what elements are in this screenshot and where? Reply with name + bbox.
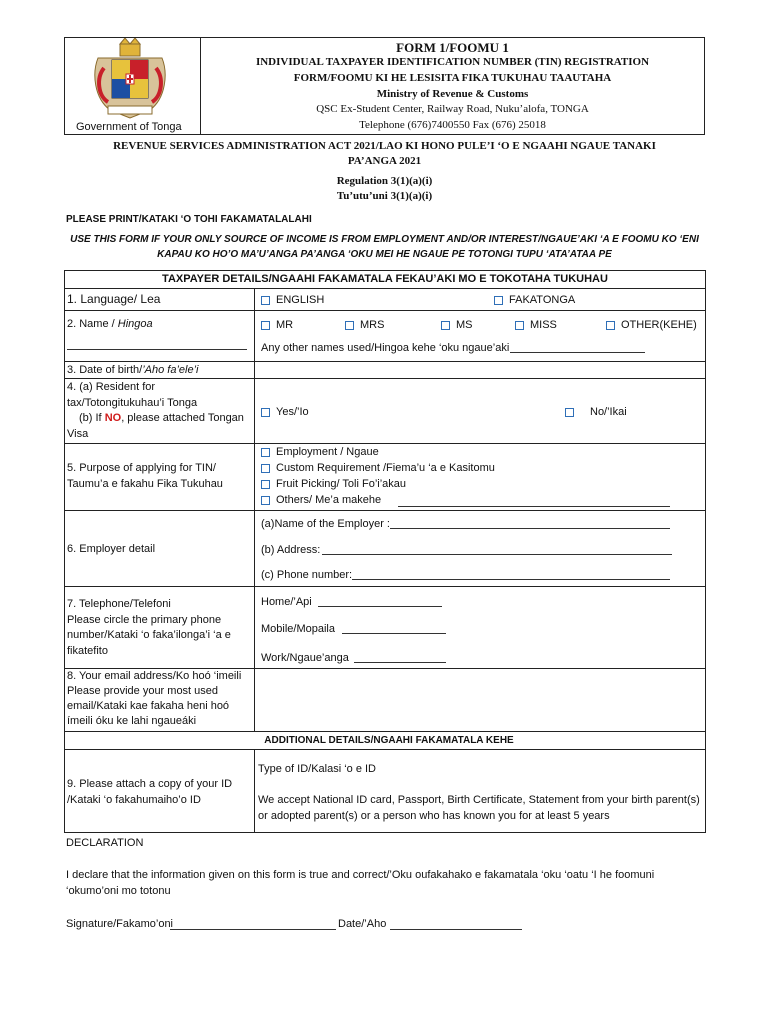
other-checkbox[interactable]	[606, 321, 615, 330]
form-number: FORM 1/FOOMU 1	[396, 40, 509, 55]
email-label-line1: 8. Your email address/Ko hoó ‘imeili	[67, 670, 242, 682]
employer-phone-label: (c) Phone number:	[261, 569, 353, 581]
title-ms-option[interactable]: MS	[441, 318, 473, 333]
title-mr-option[interactable]: MR	[261, 318, 293, 333]
english-checkbox[interactable]	[261, 296, 270, 305]
telephone-label-line1: 7. Telephone/Telefoni	[67, 598, 171, 610]
employer-phone-field[interactable]	[352, 566, 670, 580]
home-phone-label: Home/’Api	[261, 596, 312, 608]
declaration-text-line2: ‘okumo’oni mo totonu	[66, 885, 171, 897]
resident-label-line1: 4. (a) Resident for	[67, 381, 156, 393]
form-title-line2: FORM/FOOMU KI HE LESISITA FIKA TUKUHAU TAAUTAHA	[293, 72, 612, 84]
resident-label-line4: Visa	[67, 428, 89, 440]
purpose-others-option[interactable]: Others/ Me’a makehe	[261, 493, 381, 508]
ministry-name: Ministry of Revenue & Customs	[376, 88, 529, 100]
dob-label: 3. Date of birth/’Aho fa’ele’i	[67, 364, 199, 376]
work-phone-label: Work/Ngaue’anga	[261, 652, 349, 664]
email-label-line4: ímeili óku ke lahi ngaueáki	[67, 715, 197, 727]
fruit-checkbox[interactable]	[261, 480, 270, 489]
purpose-fruit-option[interactable]: Fruit Picking/ Toli Fo’i’akau	[261, 477, 406, 492]
other-names-label: Any other names used/Hingoa kehe ‘oku ngaue’aki	[261, 342, 510, 354]
section-heading-taxpayer: TAXPAYER DETAILS/NGAAHI FAKAMATALA FEKAU’AKI MO E TOKOTAHA TUKUHAU	[162, 273, 608, 285]
home-phone-field[interactable]	[318, 594, 442, 607]
others-checkbox[interactable]	[261, 496, 270, 505]
language-english-option[interactable]: ENGLISH	[261, 293, 324, 308]
name-field[interactable]	[67, 336, 247, 350]
mrs-checkbox[interactable]	[345, 321, 354, 330]
yes-checkbox[interactable]	[261, 408, 270, 417]
email-label-line3: email/Kataki kae fakaha heni hoó	[67, 700, 230, 712]
declaration-text-line1: I declare that the information given on this form is true and correct/’Oku oufakahako e fakamatala ‘oku ‘oatu ‘I he foomuni	[66, 869, 655, 881]
id-type-label: Type of ID/Kalasi ‘o e ID	[258, 763, 376, 775]
date-field[interactable]	[390, 916, 522, 930]
language-fakatonga-option[interactable]: FAKATONGA	[494, 293, 575, 308]
regulation: Regulation 3(1)(a)(i)	[336, 175, 433, 187]
telephone-label-line3: number/Kataki ‘o faka’ilonga’i ‘a e	[67, 629, 231, 641]
other-names-field[interactable]	[510, 339, 645, 353]
ms-checkbox[interactable]	[441, 321, 450, 330]
section-heading-additional: ADDITIONAL DETAILS/NGAAHI FAKAMATALA KEHE	[264, 735, 514, 746]
employer-name-label: (a)Name of the Employer :	[261, 518, 390, 530]
fakatonga-checkbox[interactable]	[494, 296, 503, 305]
declaration-heading: DECLARATION	[66, 837, 144, 849]
employer-address-field[interactable]	[322, 541, 672, 555]
purpose-label-line1: 5. Purpose of applying for TIN/	[67, 462, 216, 474]
office-address: QSC Ex-Student Center, Railway Road, Nuku’alofa, TONGA	[316, 103, 589, 115]
purpose-label-line2: Taumu’a e fakahu Fika Tukuhau	[67, 478, 223, 490]
signature-label: Signature/Fakamo’oni	[66, 918, 174, 930]
signature-field[interactable]	[170, 916, 336, 930]
title-other-option[interactable]: OTHER(KEHE)	[606, 318, 697, 333]
telephone-label-line2: Please circle the primary phone	[67, 614, 222, 626]
employer-name-field[interactable]	[390, 515, 670, 529]
email-label-line2: Please provide your most used	[67, 685, 219, 697]
mobile-phone-label: Mobile/Mopaila	[261, 623, 335, 635]
language-label: 1. Language/ Lea	[67, 292, 161, 306]
act-title-line1: REVENUE SERVICES ADMINISTRATION ACT 2021/LAO KI HONO PULE’I ‘O E NGAAHI NGAUE TANAKI	[113, 140, 656, 152]
name-label: 2. Name / Hingoa	[67, 318, 153, 330]
coat-of-arms-icon	[90, 38, 170, 120]
employer-address-label: (b) Address:	[261, 544, 321, 556]
regulation-tonga: Tu’utu’uni 3(1)(a)(i)	[336, 190, 433, 202]
title-mrs-option[interactable]: MRS	[345, 318, 384, 333]
employer-label: 6. Employer detail	[67, 543, 156, 555]
resident-yes-option[interactable]: Yes/’Io	[261, 405, 309, 420]
purpose-employment-option[interactable]: Employment / Ngaue	[261, 445, 379, 460]
resident-no-option[interactable]: No/’Ikai	[565, 405, 627, 420]
resident-label-line3: (b) If NO, please attached Tongan	[79, 412, 244, 424]
form-title-line1: INDIVIDUAL TAXPAYER IDENTIFICATION NUMBER (TIN) REGISTRATION	[255, 56, 650, 68]
email-field[interactable]	[256, 670, 704, 730]
mobile-phone-field[interactable]	[342, 621, 446, 634]
id-accepted-line2: or adopted parent(s) or a person who has known you for at least 5 years	[258, 810, 610, 822]
usage-instruction-line2: KAPAU KO HO’O MA’U’ANGA PA’ANGA ‘OKU MEI HE NGAUE PE TOTONGI TUPU ‘ATA’ATAA PE	[157, 249, 612, 260]
work-phone-field[interactable]	[354, 650, 446, 663]
purpose-custom-option[interactable]: Custom Requirement /Fiema’u ‘a e Kasitomu	[261, 461, 495, 476]
office-phone: Telephone (676)7400550 Fax (676) 25018	[359, 119, 546, 131]
act-title-line2: PA’ANGA 2021	[347, 155, 422, 167]
usage-instruction-line1: USE THIS FORM IF YOUR ONLY SOURCE OF INCOME IS FROM EMPLOYMENT AND/OR INTEREST/NGAUE’AKI ‘A E FOOMU KO ‘ENI	[70, 234, 699, 245]
id-label-line1: 9. Please attach a copy of your ID	[67, 778, 233, 790]
employment-checkbox[interactable]	[261, 448, 270, 457]
mr-checkbox[interactable]	[261, 321, 270, 330]
date-label: Date/’Aho	[338, 918, 387, 930]
id-accepted-line1: We accept National ID card, Passport, Birth Certificate, Statement from your birth parent(s)	[258, 794, 700, 806]
government-label: Government of Tonga	[76, 121, 182, 133]
custom-checkbox[interactable]	[261, 464, 270, 473]
title-miss-option[interactable]: MISS	[515, 318, 557, 333]
id-label-line2: /Kataki ‘o fakahumaiho’o ID	[67, 794, 201, 806]
telephone-label-line4: fikatefito	[67, 645, 108, 657]
resident-label-line2: tax/Totongitukuhau’i Tonga	[67, 397, 198, 409]
print-instruction: PLEASE PRINT/KATAKI ‘O TOHI FAKAMATALALAHI	[66, 214, 312, 225]
miss-checkbox[interactable]	[515, 321, 524, 330]
purpose-others-field[interactable]	[398, 494, 670, 507]
no-checkbox[interactable]	[565, 408, 574, 417]
